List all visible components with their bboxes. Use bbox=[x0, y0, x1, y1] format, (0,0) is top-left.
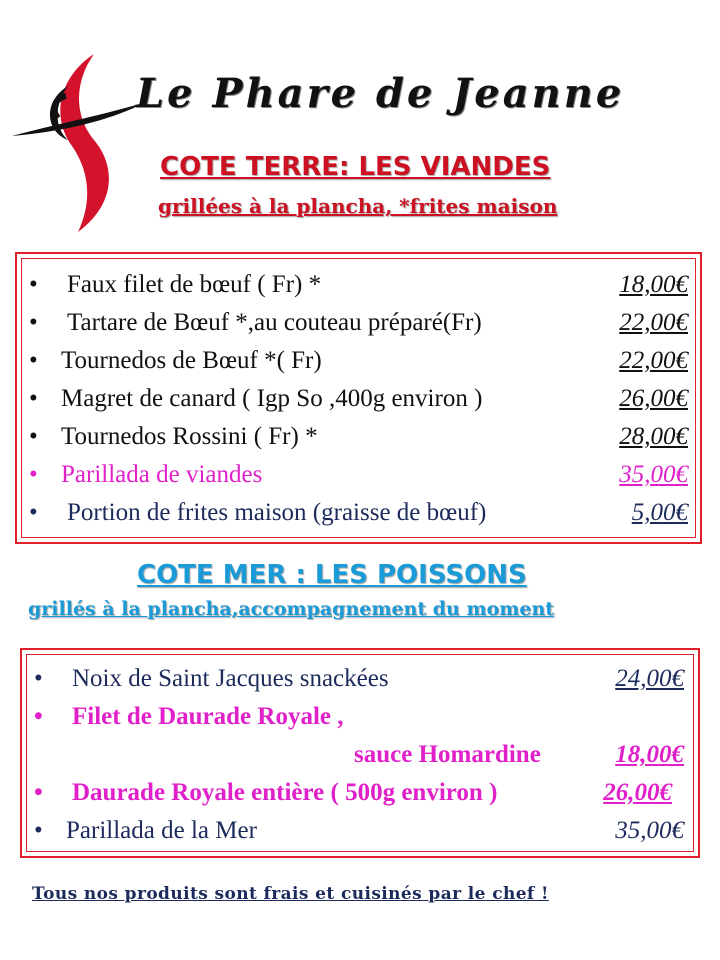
menu-box-terre bbox=[15, 252, 702, 544]
bullet: • bbox=[29, 385, 38, 412]
menu-item bbox=[29, 380, 688, 418]
item-name: Filet de Daurade Royale , bbox=[72, 703, 344, 730]
menu-item bbox=[29, 456, 688, 494]
menu-item bbox=[34, 812, 684, 850]
item-price: 5,00€ bbox=[631, 499, 688, 526]
item-name: Tournedos Rossini ( Fr) * bbox=[61, 423, 318, 450]
item-price: 26,00€ bbox=[619, 385, 688, 412]
bullet: • bbox=[29, 499, 38, 526]
item-name: Faux filet de bœuf ( Fr) * bbox=[67, 271, 322, 298]
item-name: Parillada de viandes bbox=[61, 461, 263, 488]
item-price: 24,00€ bbox=[615, 665, 684, 692]
bullet: • bbox=[29, 347, 38, 374]
item-name: Magret de canard ( Igp So ,400g environ ) bbox=[61, 385, 483, 412]
bullet: • bbox=[34, 817, 43, 844]
item-price: 22,00€ bbox=[619, 309, 688, 336]
item-name: Tournedos de Bœuf *( Fr) bbox=[61, 347, 322, 374]
bullet: • bbox=[29, 271, 38, 298]
item-price: 35,00€ bbox=[615, 817, 684, 844]
item-price: 18,00€ bbox=[615, 741, 684, 768]
bullet: • bbox=[34, 779, 43, 806]
item-name: Daurade Royale entière ( 500g environ ) bbox=[72, 779, 498, 806]
menu-item bbox=[34, 736, 684, 774]
menu-item bbox=[29, 418, 688, 456]
menu-item bbox=[29, 266, 688, 304]
menu-item bbox=[29, 304, 688, 342]
bullet: • bbox=[29, 461, 38, 488]
item-name: sauce Homardine bbox=[354, 741, 541, 768]
item-price: 28,00€ bbox=[619, 423, 688, 450]
section-subtitle-mer: grillés à la plancha,accompagnement du moment bbox=[28, 598, 555, 620]
lighthouse-logo-icon bbox=[8, 36, 148, 236]
menu-item bbox=[34, 660, 684, 698]
bullet: • bbox=[29, 423, 38, 450]
bullet: • bbox=[34, 665, 43, 692]
menu-item bbox=[34, 774, 672, 812]
item-name: Noix de Saint Jacques snackées bbox=[72, 665, 389, 692]
menu-box-mer bbox=[20, 648, 700, 858]
item-name: Tartare de Bœuf *,au couteau préparé(Fr) bbox=[67, 309, 482, 336]
bullet: • bbox=[29, 309, 38, 336]
section-subtitle-terre: grillées à la plancha, *frites maison bbox=[158, 194, 558, 218]
footer-note: Tous nos produits sont frais et cuisinés par le chef ! bbox=[32, 884, 549, 904]
item-name: Parillada de la Mer bbox=[66, 817, 257, 844]
menu-item bbox=[29, 342, 688, 380]
bullet: • bbox=[34, 703, 43, 730]
section-title-mer: COTE MER : LES POISSONS bbox=[137, 560, 527, 590]
menu-item bbox=[34, 698, 684, 736]
item-name: Portion de frites maison (graisse de bœuf) bbox=[67, 499, 487, 526]
item-price: 26,00€ bbox=[603, 779, 672, 806]
brand-name: Le Phare de Jeanne bbox=[136, 70, 625, 117]
item-price: 35,00€ bbox=[619, 461, 688, 488]
menu-item bbox=[29, 494, 688, 532]
item-price: 22,00€ bbox=[619, 347, 688, 374]
section-title-terre: COTE TERRE: LES VIANDES bbox=[160, 152, 551, 182]
item-price: 18,00€ bbox=[619, 271, 688, 298]
